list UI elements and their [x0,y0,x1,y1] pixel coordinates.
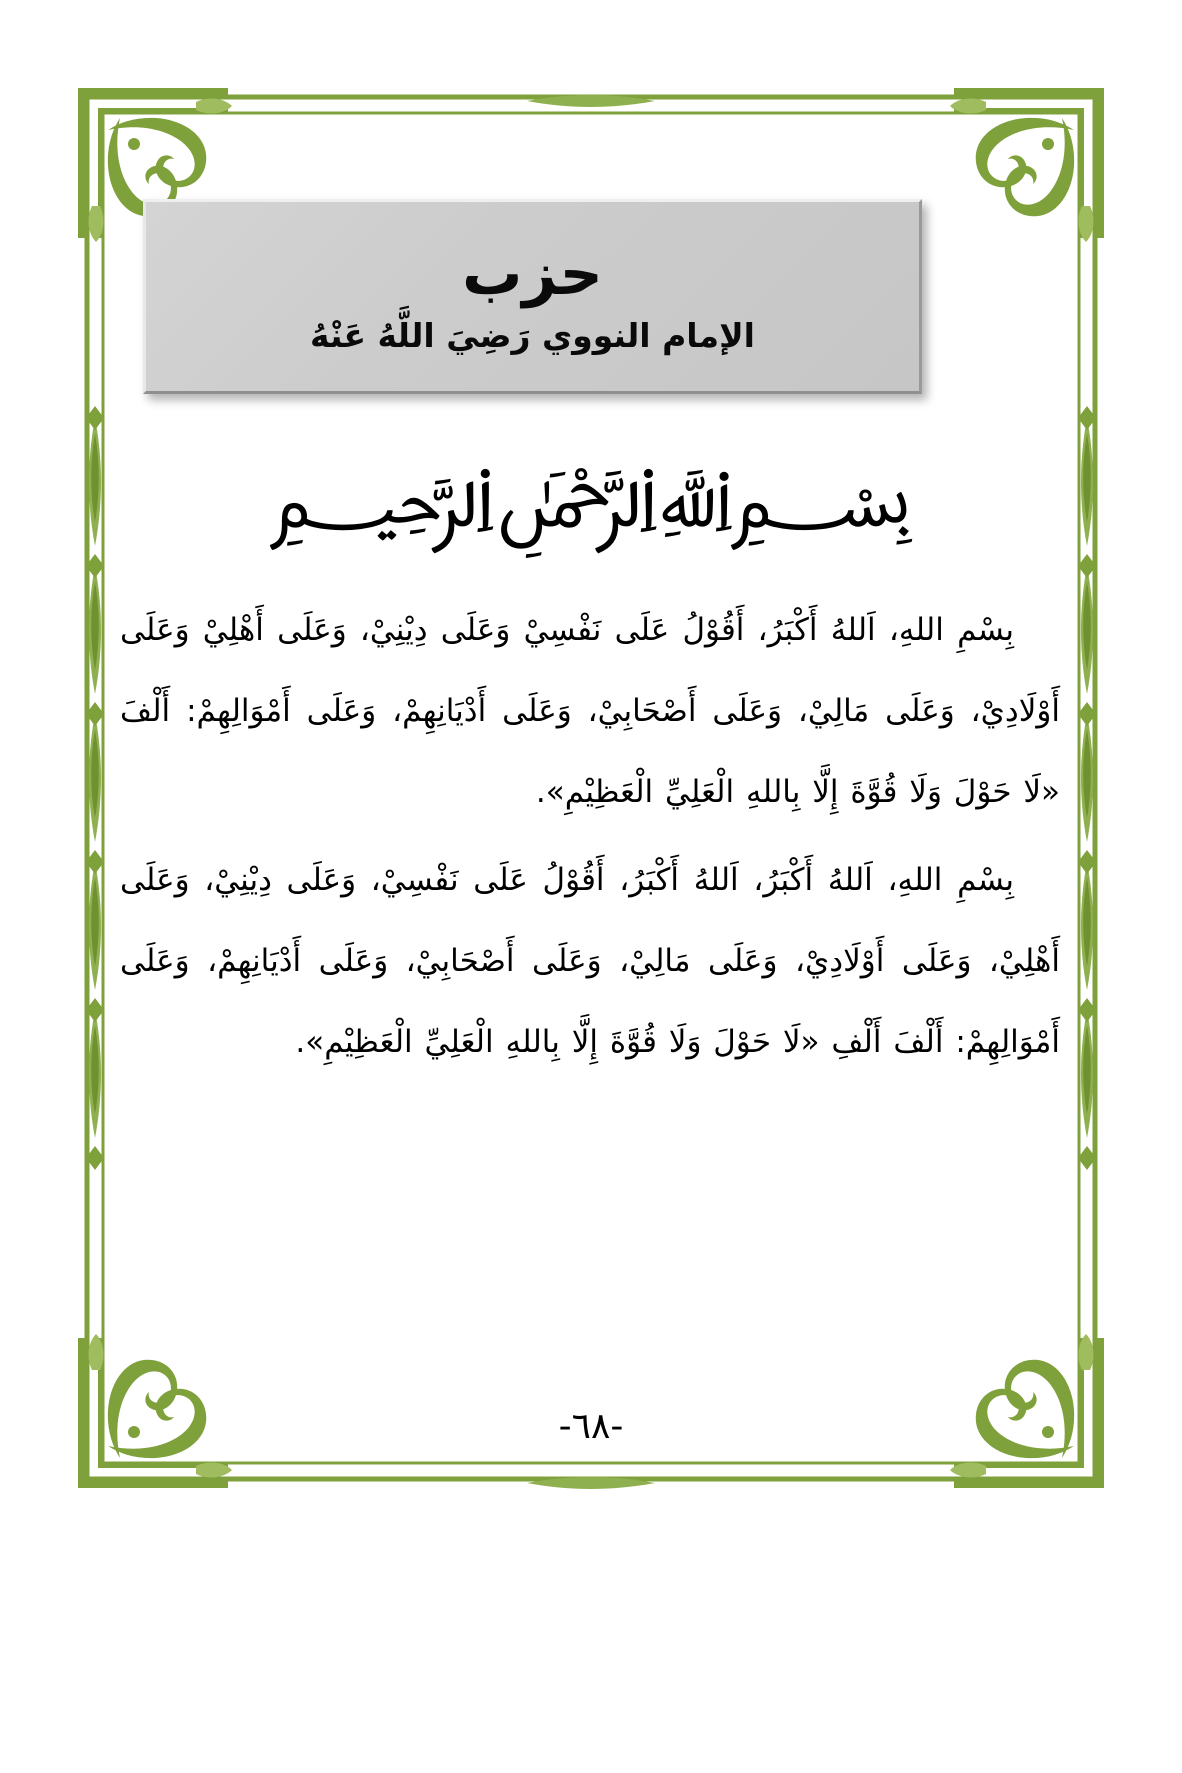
body-text-block [120,590,1060,1089]
title-plaque [143,199,922,394]
page-title: حزب [462,239,603,310]
title-plaque-inner [146,237,919,356]
paragraph-2: بِسْمِ اللهِ، اَللهُ أَكْبَرُ، اَللهُ أَكْبَرُ، أَقُوْلُ عَلَى نَفْسِيْ، وَعَلَى دِيْنِيْ، وَعَلَى أَهْلِيْ، وَعَلَى أَوْلَادِيْ، وَعَلَى مَالِيْ، وَعَلَى أَصْحَابِيْ، وَعَلَى أَدْيَانِهِمْ، وَعَلَى أَمْوَالِهِمْ: أَلْفَ أَلْفِ «لَا حَوْلَ وَلَا قُوَّةَ إِلَّا بِاللهِ الْعَلِيِّ الْعَظِيْمِ». [120,861,1060,1061]
basmala-ornament [0,448,1182,546]
page-subtitle: الإمام النووي رَضِيَ اللَّهُ عَنْهُ [310,316,755,356]
basmala-glyph: ﷽ [268,448,914,546]
page-number: -٦٨- [558,1406,624,1447]
paragraph-1: بِسْمِ اللهِ، اَللهُ أَكْبَرُ، أَقُوْلُ عَلَى نَفْسِيْ وَعَلَى دِيْنِيْ، وَعَلَى أَهْلِيْ وَعَلَى أَوْلَادِيْ، وَعَلَى مَالِيْ، وَعَلَى أَصْحَابِيْ، وَعَلَى أَدْيَانِهِمْ، وَعَلَى أَمْوَالِهِمْ: أَلْفَ «لَا حَوْلَ وَلَا قُوَّةَ إِلَّا بِاللهِ الْعَلِيِّ الْعَظِيْمِ». [120,612,1060,811]
